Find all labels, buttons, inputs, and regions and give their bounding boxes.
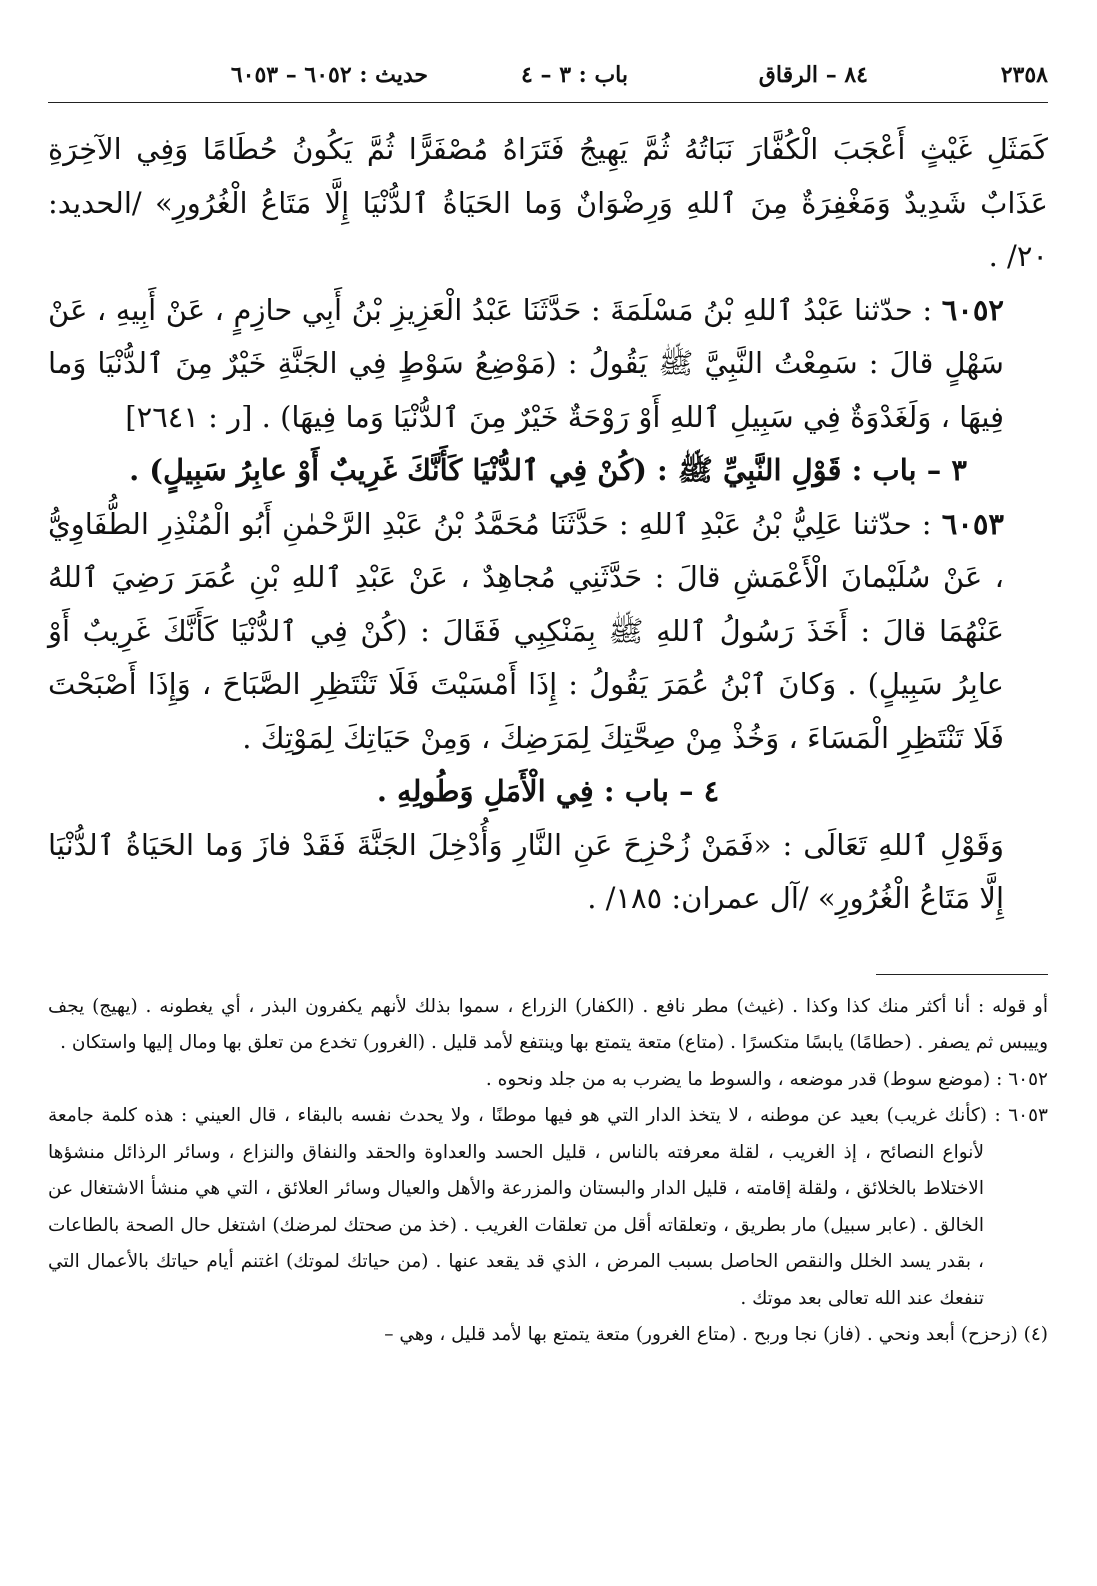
- hadith-number: ٦٠٥٣: [941, 506, 1004, 541]
- page-number: ٢٣٥٨: [1000, 62, 1048, 88]
- chapter-3-heading: ٣ – باب : قَوْلِ النَّبِيِّ ﷺ : (كُنْ فِي ٱلدُّنْيَا كَأَنَّكَ غَرِيبٌ أَوْ عابِرُ سَبِيلٍ) .: [129, 453, 967, 487]
- main-text: [48, 123, 1048, 926]
- hadith-6052: [48, 284, 1048, 445]
- footnote-continued: أو قوله : أنا أكثر منك كذا وكذا . (غيث) مطر نافع . (الكفار) الزراع ، سموا بذلك لأنهم يكفرون البذر ، أي يغطونه . (يهيج) يجف وييبس ثم يصفر . (حطامًا) يابسًا متكسرًا . (متاع) متعة يتمتع بها وينتفع لأمد قليل . (الغرور) تخدع من تعلق بها ومال إليها واستكان .: [48, 995, 1048, 1053]
- hadith-text: : حدّثنا عَلِيُّ بْنُ عَبْدِ ٱللهِ : حَدَّثَنَا مُحَمَّدُ بْنُ عَبْدِ الرَّحْمٰنِ أَبُو الْمُنْذِرِ الطُّفَاوِيُّ ، عَنْ سُلَيْمانَ الْأَعْمَشِ قالَ : حَدَّثَنِي مُجاهِدٌ ، عَنْ عَبْدِ ٱللهِ بْنِ عُمَرَ رَضِيَ ٱللهُ عَنْهُمَا قالَ : أَخَذَ رَسُولُ ٱللهِ ﷺ بِمَنْكِبِي فَقَالَ : (كُنْ فِي ٱلدُّنْيَا كَأَنَّكَ غَرِيبٌ أَوْ عابِرُ سَبِيلٍ) . وَكانَ ٱبْنُ عُمَرَ يَقُولُ : إِذَا أَمْسَيْتَ فَلَا تَنْتَظِرِ الصَّبَاحَ ، وَإِذَا أَصْبَحْتَ فَلَا تَنْتَظِرِ الْمَسَاءَ ، وَخُذْ مِنْ صِحَّتِكَ لِمَرَضِكَ ، وَمِنْ حَيَاتِكَ لِمَوْتِكَ .: [48, 506, 1004, 755]
- hadith-6053: [48, 498, 1048, 766]
- footnote-4: (٤) (زحزح) أبعد ونحي . (فاز) نجا وربح . (متاع الغرور) متعة يتمتع بها لأمد قليل ، وهي –: [384, 1324, 1048, 1345]
- hadith-range: حديث : ٦٠٥٢ – ٦٠٥٣: [230, 62, 428, 88]
- hadith-text: : حدّثنا عَبْدُ ٱللهِ بْنُ مَسْلَمَةَ : حَدَّثَنَا عَبْدُ الْعَزِيزِ بْنُ أَبِي حازِمٍ ، عَنْ أَبِيهِ ، عَنْ سَهْلٍ قالَ : سَمِعْتُ النَّبِيَّ ﷺ يَقُولُ : (مَوْضِعُ سَوْطٍ فِي الجَنَّةِ خَيْرٌ مِنَ ٱلدُّنْيَا وَما فِيهَا ، وَلَغَدْوَةٌ فِي سَبِيلِ ٱللهِ أَوْ رَوْحَةٌ خَيْرٌ مِنَ ٱلدُّنْيَا وَما فِيهَا) . [ر : ٢٦٤١]: [48, 292, 1004, 434]
- running-header: [48, 50, 1048, 103]
- book-page: [48, 50, 1048, 1570]
- footnotes: [48, 989, 1048, 1354]
- verse-continuation: كَمَثَلِ غَيْثٍ أَعْجَبَ الْكُفَّارَ نَبَاتُهُ ثُمَّ يَهِيجُ فَتَرَاهُ مُصْفَرًّا ثُمَّ يَكُونُ حُطَامًا وَفِي الآخِرَةِ عَذَابٌ شَدِيدٌ وَمَغْفِرَةٌ مِنَ ٱللهِ وَرِضْوَانٌ وَما الحَيَاةُ ٱلدُّنْيَا إِلَّا مَتَاعُ الْغُرُورِ» /الحديد: ٢٠/ .: [48, 132, 1048, 273]
- chapter-range: باب : ٣ – ٤: [521, 62, 628, 88]
- footnote-6053: ٦٠٥٣ : (كأنك غريب) بعيد عن موطنه ، لا يتخذ الدار التي هو فيها موطنًا ، ولا يحدث نفسه بالبقاء ، قال العيني : هذه كلمة جامعة لأنواع النصائح ، إذ الغريب ، لقلة معرفته بالناس ، قليل الحسد والعداوة والحقد والنفاق والنزاع ، وسائر الرذائل منشؤها الاختلاط بالخلائق ، ولقلة إقامته ، قليل الدار والبستان والمزرعة والأهل والعيال وسائر العلائق ، التي هي منشأ الاشتغال عن الخالق . (عابر سبيل) مار بطريق ، وتعلقاته أقل من تعلقات الغريب . (خذ من صحتك لمرضك) اشتغل حال الصحة بالطاعات ، بقدر يسد الخلل والنقص الحاصل بسبب المرض ، الذي قد يقعد عنها . (من حياتك لموتك) اغتنم أيام حياتك بالأعمال التي تنفعك عند الله تعالى بعد موتك .: [48, 1105, 1048, 1309]
- footnote-6052: ٦٠٥٢ : (موضع سوط) قدر موضعه ، والسوط ما يضرب به من جلد ونحوه .: [485, 1068, 1048, 1090]
- chapter-4-heading: ٤ – باب : فِي الْأَمَلِ وَطُولِهِ .: [376, 774, 720, 808]
- footnote-divider: [876, 974, 1048, 975]
- verse-quote: وَقَوْلِ ٱللهِ تَعَالَى : «فَمَنْ زُحْزِحَ عَنِ النَّارِ وَأُدْخِلَ الجَنَّةَ فَقَدْ فازَ وَما الحَيَاةُ ٱلدُّنْيَا إِلَّا مَتَاعُ الْغُرُورِ» /آل عمران: ١٨٥/ .: [48, 827, 1004, 915]
- book-title: ٨٤ – الرقاق: [758, 62, 868, 88]
- hadith-number: ٦٠٥٢: [941, 292, 1004, 327]
